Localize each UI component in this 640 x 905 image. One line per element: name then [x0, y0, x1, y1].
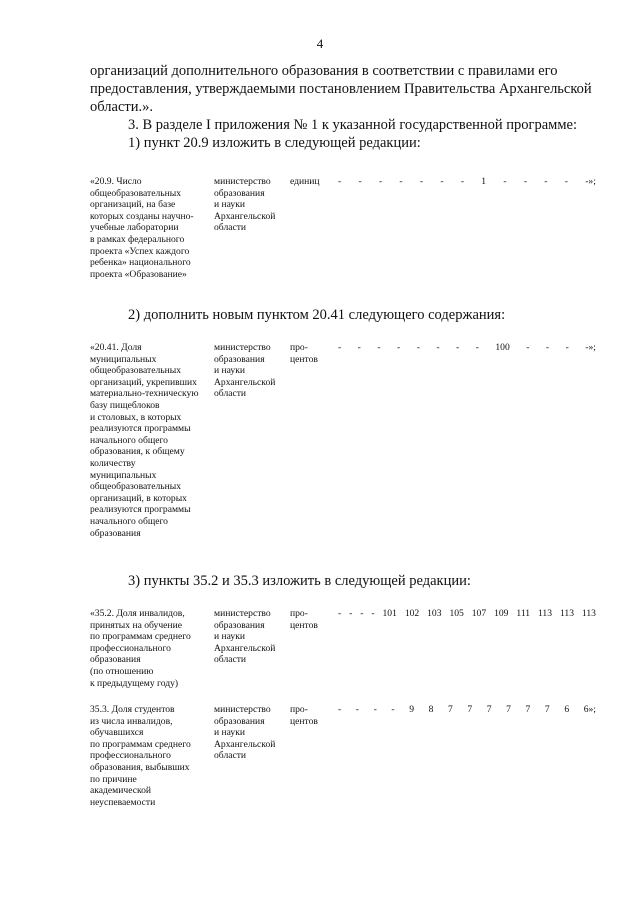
indicator-cell-line: профессионального [90, 642, 171, 654]
indicator-cell-line: проекта «Успех каждого [90, 245, 190, 257]
executor-cell-line: Архангельской [214, 376, 276, 388]
year-value: - [456, 342, 460, 353]
year-value: 113 [581, 608, 596, 619]
indicator-cell-line: 35.3. Доля студентов [90, 704, 175, 715]
indicator-cell-line: академической [90, 785, 152, 797]
indicator-cell-line: к предыдущему году) [90, 677, 179, 689]
year-value: - [397, 342, 401, 353]
executor-cell-line: области [214, 750, 247, 762]
unit-cell [290, 608, 318, 631]
unit-cell [290, 704, 318, 727]
executor-cell [214, 176, 275, 234]
indicator-cell-line: общеобразовательных [90, 365, 181, 377]
indicator-cell-line: и столовых, в которых [90, 411, 182, 423]
year-value: 8 [428, 704, 434, 715]
indicator-cell-line: принятых на обучение [90, 619, 182, 631]
indicator-cell [90, 704, 191, 808]
indicator-cell-line: учебные лаборатории [90, 222, 179, 234]
indicator-cell-line: организаций, укрепивших [90, 376, 197, 388]
unit-cell-line: про- [290, 608, 308, 619]
indicator-cell-line: проекта «Образование» [90, 268, 187, 280]
year-value: - [349, 608, 353, 619]
indicator-cell-line: которых созданы научно- [90, 210, 194, 222]
indicator-cell-line: ребенка» национального [90, 257, 191, 269]
year-value: 7 [525, 704, 531, 715]
year-value: 6 [564, 704, 570, 715]
page-number: 4 [316, 36, 324, 51]
year-values [338, 608, 596, 620]
year-value: - [440, 176, 444, 187]
indicator-cell-line: организаций, в которых [90, 492, 187, 504]
indicator-cell-line: образования, выбывших [90, 761, 190, 773]
indicator-cell-line: базу пищеблоков [90, 399, 160, 411]
year-value: - [460, 176, 465, 187]
executor-cell-line: Архангельской [214, 738, 276, 750]
indicator-cell-line: образования [90, 527, 141, 539]
indicator-cell-line: общеобразовательных [90, 481, 181, 493]
indicator-cell-line: реализуются программы [90, 504, 191, 516]
year-value: 102 [404, 608, 420, 619]
indicator-cell-line: профессионального [90, 750, 171, 762]
year-value: 7 [506, 704, 511, 715]
intro-line-2: предоставления, утверждаемыми постановлением Правительства Архангельской [90, 81, 592, 97]
executor-cell [214, 704, 275, 762]
year-values [338, 176, 596, 188]
executor-cell-line: образования [214, 353, 265, 365]
executor-cell-line: и науки [214, 727, 246, 739]
indicator-cell-line: неуспеваемости [90, 796, 156, 808]
executor-cell-line: и науки [214, 631, 246, 643]
year-values [338, 704, 596, 716]
year-value: - [399, 176, 403, 187]
item-1-heading: 1) пункт 20.9 изложить в следующей редакции: [128, 135, 421, 151]
year-value: -»; [585, 176, 596, 187]
year-value: 107 [471, 608, 487, 619]
year-value: 111 [516, 608, 531, 619]
executor-cell-line: министерство [214, 608, 271, 619]
year-value: - [373, 704, 377, 715]
year-value: - [436, 342, 440, 353]
indicator-cell-line: в рамках федерального [90, 233, 185, 245]
executor-cell-line: области [214, 654, 247, 666]
year-value: - [523, 176, 528, 187]
indicator-cell [90, 342, 199, 539]
year-value: 113 [559, 608, 574, 619]
year-value: - [338, 342, 342, 353]
year-value: - [378, 176, 383, 187]
executor-cell-line: министерство [214, 704, 271, 715]
executor-cell-line: образования [214, 187, 265, 199]
unit-cell-line: про- [290, 704, 308, 715]
indicator-cell-line: по программам среднего [90, 631, 191, 643]
indicator-cell-line: образования, к общему [90, 446, 185, 458]
year-value: - [360, 608, 364, 619]
year-value: 101 [382, 608, 397, 619]
year-value: 6»; [583, 704, 596, 715]
year-value: - [419, 176, 424, 187]
indicator-cell-line: (по отношению [90, 665, 154, 677]
year-value: 113 [537, 608, 553, 619]
year-value: - [564, 176, 568, 187]
executor-cell-line: образования [214, 619, 265, 631]
year-value: - [544, 176, 548, 187]
year-values [338, 342, 596, 354]
year-value: - [358, 176, 362, 187]
indicator-cell-line: по причине [90, 773, 137, 785]
year-value: 7 [544, 704, 550, 715]
year-value: 103 [427, 608, 442, 619]
indicator-cell-line: образования [90, 654, 141, 666]
year-value: - [371, 608, 375, 619]
executor-cell-line: области [214, 222, 247, 234]
item-2-heading: 2) дополнить новым пунктом 20.41 следующего содержания: [128, 307, 506, 323]
executor-cell-line: Архангельской [214, 210, 276, 222]
unit-cell-line: центов [290, 353, 318, 365]
year-value: 109 [494, 608, 509, 619]
executor-cell-line: области [214, 388, 247, 400]
executor-cell-line: образования [214, 715, 265, 727]
executor-cell-line: и науки [214, 365, 246, 377]
executor-cell [214, 608, 275, 666]
executor-cell-line: и науки [214, 199, 246, 211]
section-heading: 3. В разделе I приложения № 1 к указанной государственной программе: [128, 117, 577, 133]
year-value: 1 [481, 176, 487, 187]
executor-cell [214, 342, 275, 400]
year-value: - [338, 704, 342, 715]
year-value: - [526, 342, 530, 353]
unit-cell-line: про- [290, 342, 308, 353]
year-value: 100 [495, 342, 510, 353]
year-value: 105 [449, 608, 464, 619]
year-value: -»; [585, 342, 596, 353]
year-value: 7 [486, 704, 492, 715]
year-value: 7 [467, 704, 473, 715]
year-value: - [416, 342, 420, 353]
year-value: - [503, 176, 507, 187]
indicator-cell-line: материально-техническую [90, 388, 199, 400]
year-value: - [357, 342, 361, 353]
intro-line-3: области.». [90, 99, 153, 115]
intro-line-1: организаций дополнительного образования в соответствии с правилами его [90, 63, 558, 79]
indicator-cell-line: из числа инвалидов, [90, 715, 173, 727]
indicator-cell-line: «35.2. Доля инвалидов, [90, 608, 185, 619]
year-value: 7 [447, 704, 453, 715]
unit-cell-line: центов [290, 715, 318, 727]
indicator-cell-line: муниципальных [90, 469, 157, 481]
year-value: - [355, 704, 359, 715]
indicator-cell [90, 608, 191, 689]
indicator-cell-line: «20.9. Число [90, 176, 142, 187]
indicator-cell [90, 176, 194, 280]
indicator-cell-line: общеобразовательных [90, 187, 181, 199]
unit-cell [290, 176, 320, 188]
year-value: - [338, 608, 342, 619]
indicator-cell-line: начального общего [90, 434, 168, 446]
executor-cell-line: министерство [214, 176, 271, 187]
year-value: - [338, 176, 342, 187]
indicator-cell-line: обучавшихся [90, 727, 144, 739]
year-value: - [377, 342, 381, 353]
unit-cell [290, 342, 318, 365]
year-value: - [475, 342, 479, 353]
item-3-heading: 3) пункты 35.2 и 35.3 изложить в следующей редакции: [128, 573, 471, 589]
executor-cell-line: министерство [214, 342, 271, 353]
indicator-cell-line: количеству [90, 457, 136, 469]
year-value: - [565, 342, 569, 353]
executor-cell-line: Архангельской [214, 642, 276, 654]
unit-cell-line: единиц [290, 176, 320, 187]
indicator-cell-line: муниципальных [90, 353, 157, 365]
year-value: - [545, 342, 550, 353]
unit-cell-line: центов [290, 619, 318, 631]
indicator-cell-line: начального общего [90, 515, 168, 527]
indicator-cell-line: «20.41. Доля [90, 342, 142, 353]
year-value: 9 [409, 704, 414, 715]
indicator-cell-line: организаций, на базе [90, 199, 176, 211]
year-value: - [391, 704, 395, 715]
indicator-cell-line: реализуются программы [90, 423, 191, 435]
indicator-cell-line: по программам среднего [90, 738, 191, 750]
